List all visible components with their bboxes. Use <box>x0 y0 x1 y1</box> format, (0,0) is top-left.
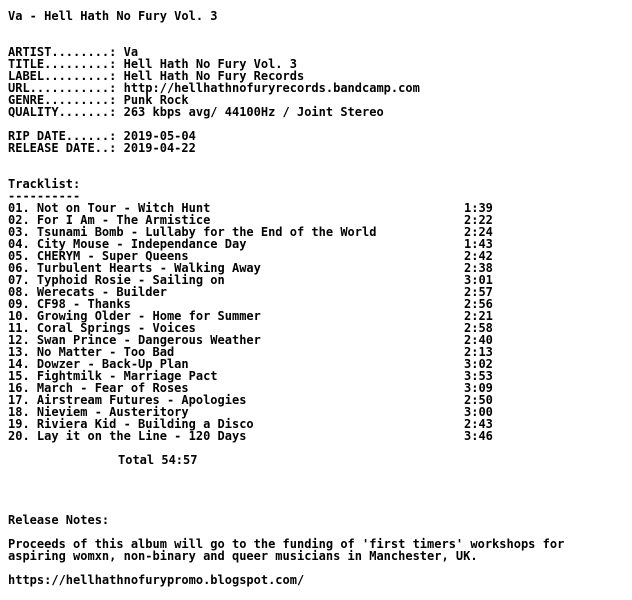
track-title: 06. Turbulent Hearts - Walking Away <box>8 261 261 275</box>
track-title: 17. Airstream Futures - Apologies <box>8 393 247 407</box>
track-row <box>8 430 632 442</box>
track-title: 16. March - Fear of Roses <box>8 381 189 395</box>
spacer <box>8 442 632 454</box>
total-runtime: Total 54:57 <box>118 453 198 467</box>
track-time: 2:50 <box>464 393 493 407</box>
track-title: 03. Tsunami Bomb - Lullaby for the End of the World <box>8 225 377 239</box>
info-title: TITLE.........: Hell Hath No Fury Vol. 3 <box>8 57 297 71</box>
track-title: 07. Typhoid Rosie - Sailing on <box>8 273 225 287</box>
spacer <box>8 478 632 490</box>
track-title: 19. Riviera Kid - Building a Disco <box>8 417 254 431</box>
tracklist-heading: Tracklist: <box>8 177 81 191</box>
track-title: 08. Werecats - Builder <box>8 285 167 299</box>
track-time: 2:22 <box>464 213 493 227</box>
track-title: 10. Growing Older - Home for Summer <box>8 309 261 323</box>
spacer <box>8 466 632 478</box>
track-time: 2:13 <box>464 345 493 359</box>
tracklist-rule: ---------- <box>8 189 81 203</box>
track-title: 14. Dowzer - Back-Up Plan <box>8 357 189 371</box>
track-title: 04. City Mouse - Independance Day <box>8 237 247 251</box>
track-time: 1:43 <box>464 237 493 251</box>
track-title: 11. Coral Springs - Voices <box>8 321 196 335</box>
track-time: 3:00 <box>464 405 493 419</box>
track-time: 1:39 <box>464 201 493 215</box>
track-time: 2:40 <box>464 333 493 347</box>
release-notes-heading: Release Notes: <box>8 513 110 527</box>
track-time: 2:43 <box>464 417 493 431</box>
track-title: 02. For I Am - The Armistice <box>8 213 211 227</box>
spacer <box>8 22 632 34</box>
release-title: Va - Hell Hath No Fury Vol. 3 <box>8 9 218 23</box>
track-time: 2:57 <box>464 285 493 299</box>
track-time: 3:09 <box>464 381 493 395</box>
info-url: URL...........: http://hellhathnofuryrecords.bandcamp.com <box>8 81 420 95</box>
track-time: 2:38 <box>464 261 493 275</box>
track-title: 01. Not on Tour - Witch Hunt <box>8 201 211 215</box>
release-notes-line: Proceeds of this album will go to the funding of 'first timers' workshops for <box>8 537 565 551</box>
track-title: 15. Fightmilk - Marriage Pact <box>8 369 218 383</box>
track-time: 2:21 <box>464 309 493 323</box>
rip-date: RIP DATE......: 2019-05-04 <box>8 129 196 143</box>
footer-url: https://hellhathnofurypromo.blogspot.com/ <box>8 573 305 587</box>
info-artist: ARTIST........: Va <box>8 45 139 59</box>
spacer <box>8 166 632 178</box>
track-title: 20. Lay it on the Line - 120 Days <box>8 429 247 443</box>
spacer <box>8 490 632 502</box>
info-genre: GENRE.........: Punk Rock <box>8 93 189 107</box>
tracklist <box>8 202 632 442</box>
track-title: 18. Nieviem - Austeritory <box>8 405 189 419</box>
track-time: 2:24 <box>464 225 493 239</box>
release-date: RELEASE DATE..: 2019-04-22 <box>8 141 196 155</box>
spacer <box>8 154 632 166</box>
track-title: 09. CF98 - Thanks <box>8 297 131 311</box>
track-time: 2:42 <box>464 249 493 263</box>
track-title: 12. Swan Prince - Dangerous Weather <box>8 333 261 347</box>
track-time: 2:56 <box>464 297 493 311</box>
track-time: 3:01 <box>464 273 493 287</box>
track-time: 3:46 <box>464 429 493 443</box>
track-title: 13. No Matter - Too Bad <box>8 345 175 359</box>
track-time: 3:53 <box>464 369 493 383</box>
track-title: 05. CHERYM - Super Queens <box>8 249 189 263</box>
info-label: LABEL.........: Hell Hath No Fury Records <box>8 69 305 83</box>
track-time: 2:58 <box>464 321 493 335</box>
info-quality: QUALITY.......: 263 kbps avg/ 44100Hz / Joint Stereo <box>8 105 384 119</box>
track-time: 3:02 <box>464 357 493 371</box>
release-notes-line: aspiring womxn, non-binary and queer musicians in Manchester, UK. <box>8 549 478 563</box>
